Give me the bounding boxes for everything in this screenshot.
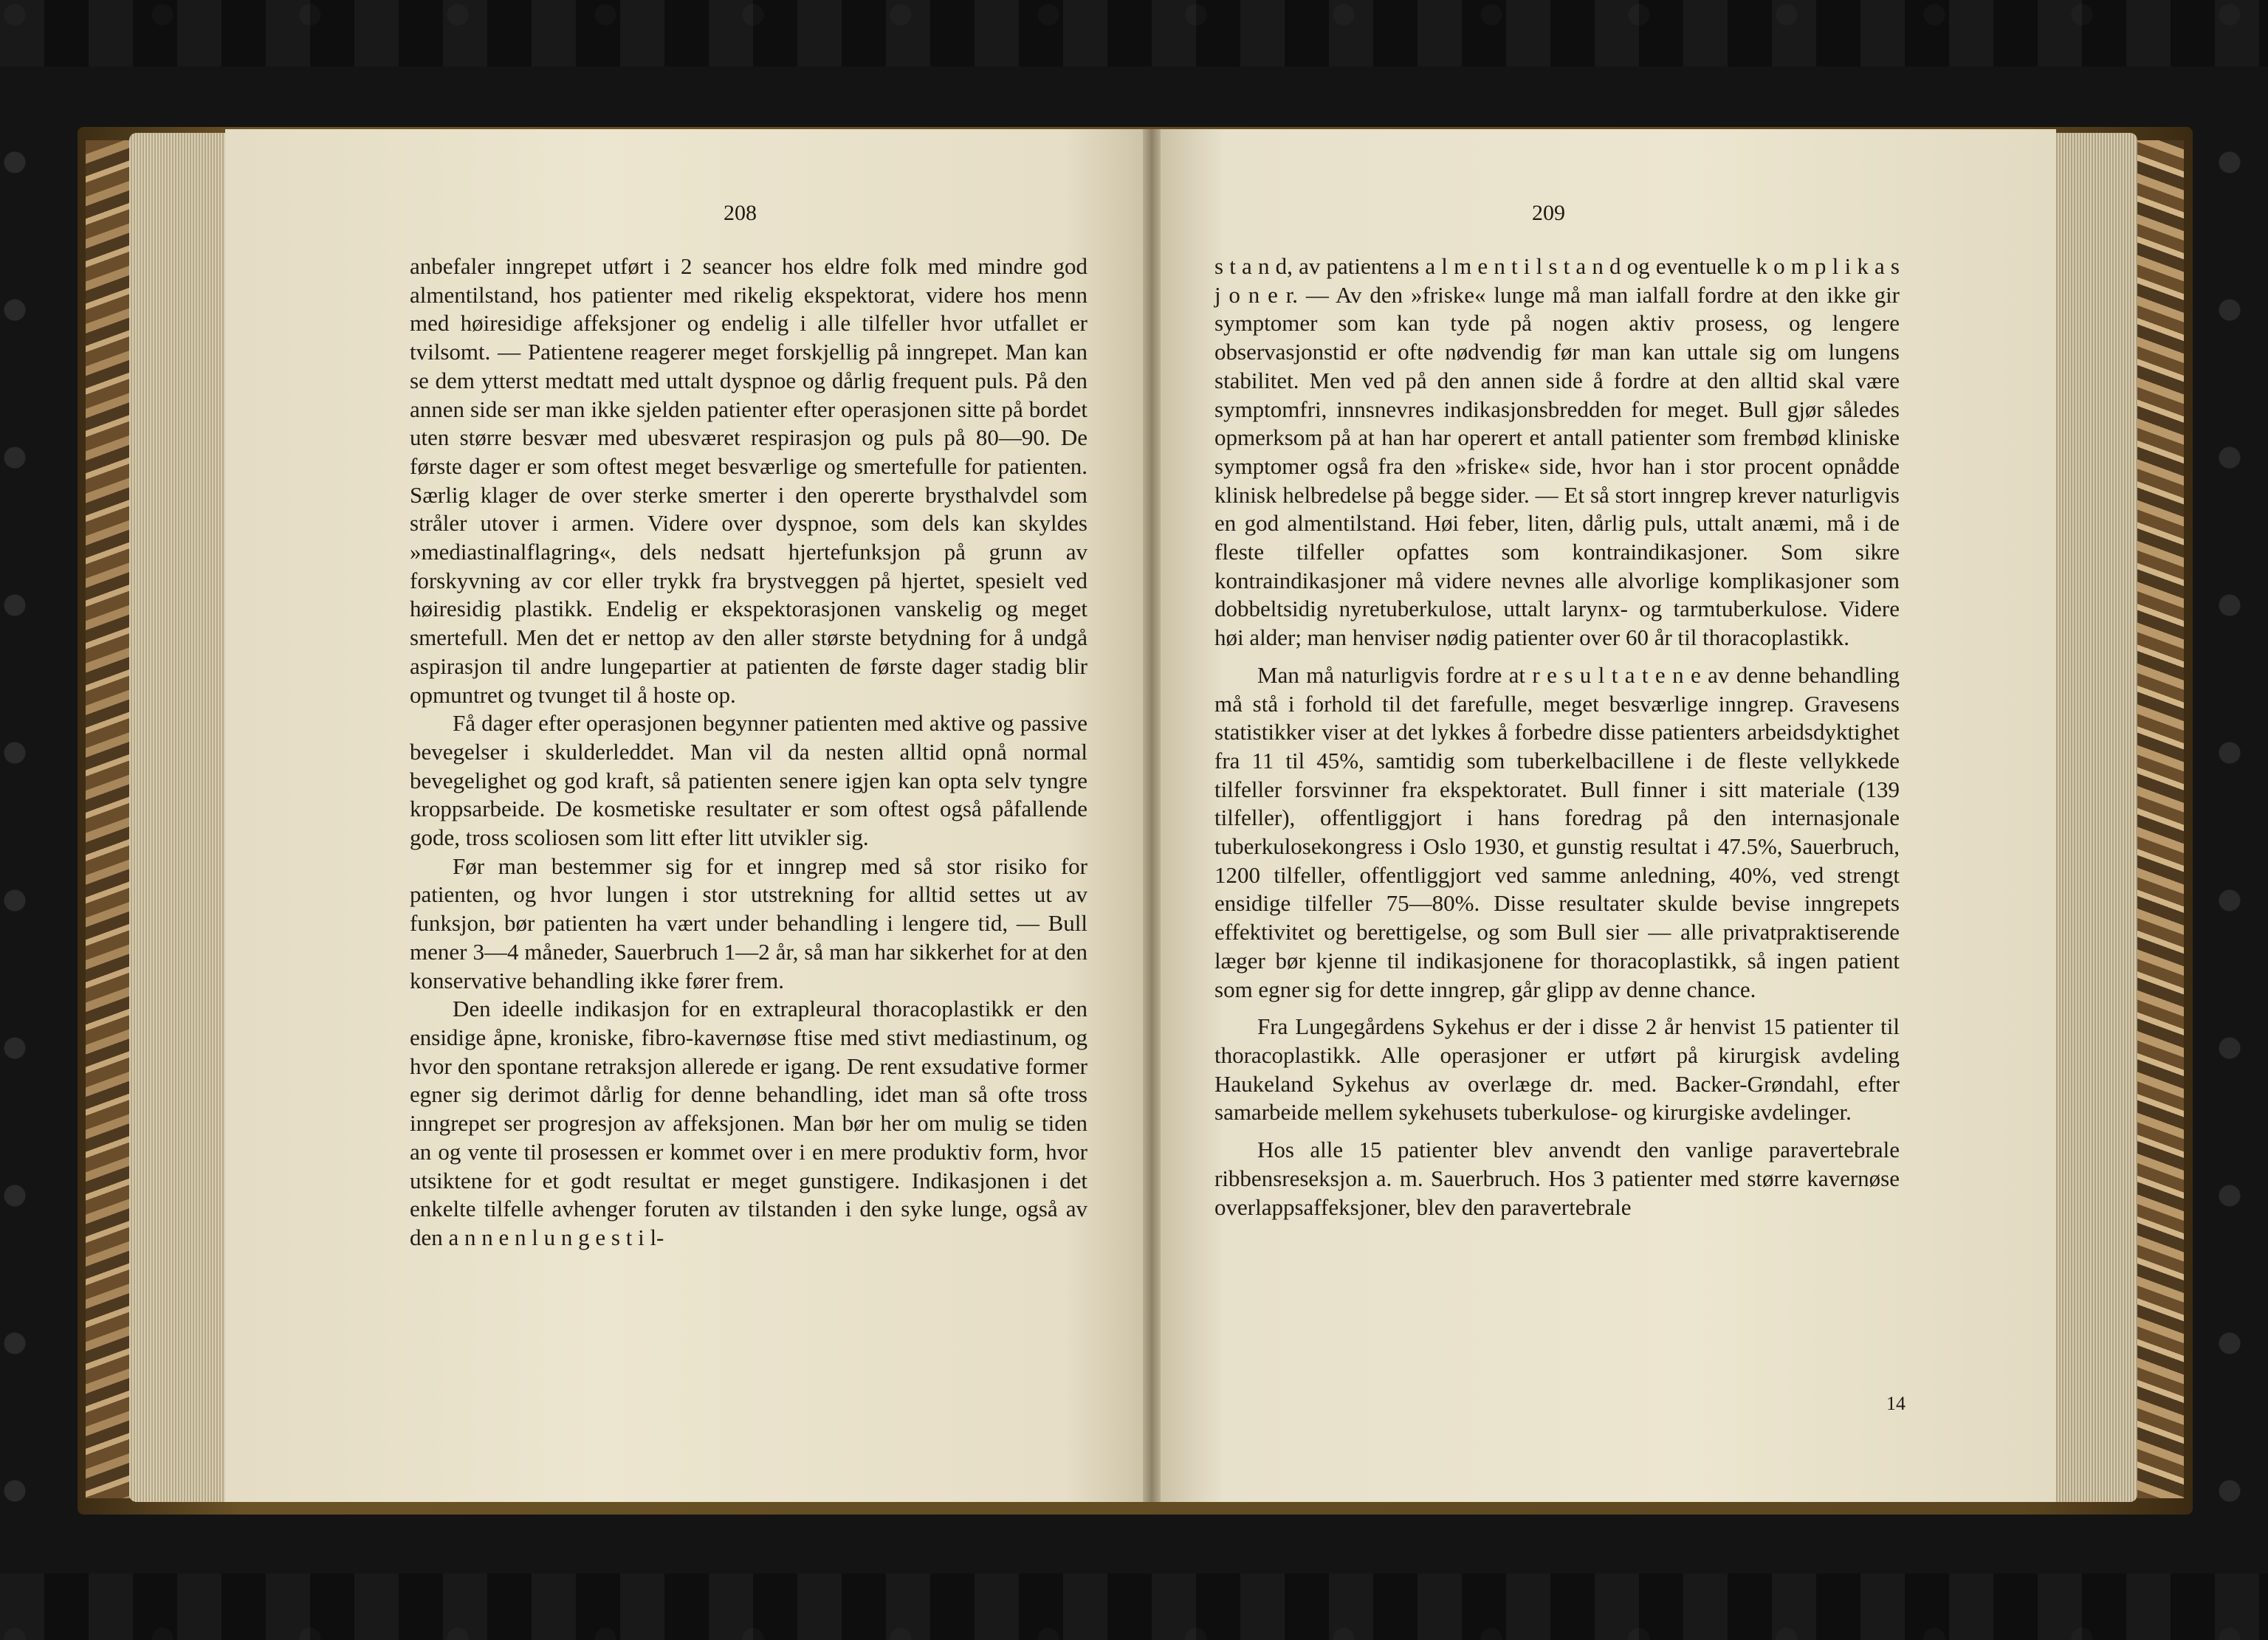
paragraph: Fra Lungegårdens Sykehus er der i disse 2 år henvist 15 patienter til thoracoplastikk. Alle operasjoner er utført på kirurgisk avdeling Haukeland Sykehus av overlæge dr. med. Backer-Grøndahl, efter samarbeide mellem sykehusets tuberkulose- og kirurgiske avdelinger. xyxy=(1214,1013,1900,1126)
right-page-text xyxy=(1214,252,1900,1222)
paragraph: Man må naturligvis fordre at r e s u l t a t e n e av denne behandling må stå i forhold til det farefulle, meget besværlige inngrep. Gravesens statistikker viser at det lykkes å forbedre disse patienters arbeidsdyktighet fra 11 til 45%, samtidig som tuberkelbacillene i de fleste vellykkede tilfeller forsvinner fra ekspektoratet. Bull finner i sitt materiale (139 tilfeller), offentliggjort i hans foredrag på den internasjonale tuberkulosekongress i Oslo 1930, et gunstig resultat i 47.5%, Sauerbruch, 1200 tilfeller, offentliggjort ved samme anledning, 40%, ved strengt ensidige tilfeller 75—80%. Disse resultater skulde bevise inngrepets effektivitet og berettigelse, og som Bull sier — alle privatpraktiserende læger bør kjenne til indikasjonene for thoracoplastikk, så ingen patient som egner sig for dette inngrep, går glipp av denne chance. xyxy=(1214,661,1900,1002)
scanner-ruler-bottom xyxy=(0,1574,2268,1640)
paragraph: Få dager efter operasjonen begynner patienten med aktive og passive bevegelser i skulderleddet. Man vil da nesten alltid opnå normal bevegelighet og god kraft, så patienten senere igjen kan opta selv tyngre kroppsarbeide. De kosmetiske resultater er som oftest også påfallende gode, tross scoliosen som litt efter litt utvikler sig. xyxy=(410,710,1087,851)
signature-mark: 14 xyxy=(1886,1393,1906,1414)
page-number-right: 209 xyxy=(1532,201,1565,225)
book-gutter xyxy=(1143,129,1161,1502)
paragraph: Den ideelle indikasjon for en extrapleural thoracoplastikk er den ensidige åpne, kroniske, fibro-kavernøse ftise med stivt mediastinum, og hvor den spontane retraksjon allerede er igang. De rent exsudative former egner sig derimot dårlig for denne behandling, idet man så ofte tross inngrepet ser progresjon av affeksjonen. Man bør her om mulig se tiden an og vente til prosessen er kommet over i en mere produktiv form, hvor utsiktene for et godt resultat er meget gunstigere. Indikasjonen i det enkelte tilfelle avhenger foruten av tilstanden i den syke lunge, også av den a n n e n l u n g e s t i l- xyxy=(410,996,1087,1250)
paragraph: s t a n d, av patientens a l m e n t i l s t a n d og eventuelle k o m p l i k a s j o n e r. — Av den »friske« lunge må man ialfall fordre at den ikke gir symptomer som kan tyde på nogen aktiv prosess, og lengere observasjonstid er ofte nødvendig før man kan uttale sig om lungens stabilitet. Men ved på den annen side å fordre at den alltid skal være symptomfri, innsnevres indikasjonsbredden for meget. Bull gjør således opmerksom på at han har operert et antall patienter som frembød kliniske symptomer også fra den »friske« side, hvor han i stor procent opnådde klinisk helbredelse på begge sider. — Et så stort inngrep krever naturligvis en god almentilstand. Høi feber, liten, dårlig puls, uttalt anæmi, må i de fleste tilfeller opfattes som kontraindikasjoner. Som sikre kontraindikasjoner må videre nevnes alle alvorlige komplikasjoner som dobbeltsidig nyretuberkulose, uttalt larynx- og tarmtuberkulose. Videre høi alder; man henviser nødig patienter over 60 år til thoracoplastikk. xyxy=(1214,253,1900,651)
paragraph-gap xyxy=(1214,652,1900,661)
paragraph-gap xyxy=(1214,1004,1900,1013)
paragraph: Hos alle 15 patienter blev anvendt den vanlige paravertebrale ribbensreseksjon a. m. Sauerbruch. Hos 3 patienter med større kavernøse overlappsaffeksjoner, blev den paravertebrale xyxy=(1214,1137,1900,1220)
scanner-ruler-top xyxy=(0,0,2268,66)
paragraph-gap xyxy=(1214,1127,1900,1136)
left-page-text xyxy=(410,252,1087,1253)
page-number-left: 208 xyxy=(724,201,757,225)
paragraph: Før man bestemmer sig for et inngrep med så stor risiko for patienten, og hvor lungen i stor utstrekning for alltid settes ut av funksjon, bør patienten ha vært under behandling i lengere tid, — Bull mener 3—4 måneder, Sauerbruch 1—2 år, så man har sikkerhet for at den konservative behandling ikke fører frem. xyxy=(410,852,1087,993)
paragraph: anbefaler inngrepet utført i 2 seancer hos eldre folk med mindre god almentilstand, hos patienter med rikelig ekspektorat, videre hos menn med høiresidige affeksjoner og endelig i alle tilfeller hvor utfallet er tvilsomt. — Patientene reagerer meget forskjellig på inngrepet. Man kan se dem ytterst medtatt med uttalt dyspnoe og dårlig frequent puls. På den annen side ser man ikke sjelden patienter efter operasjonen sitte på bordet uten større besvær med ubesværet respirasjon og puls på 80—90. De første dager er som oftest meget besværlige og smertefulle for patienten. Særlig klager de over sterke smerter i den opererte brysthalvdel som stråler utover i armen. Videre over dyspnoe, som dels kan skyldes »mediastinalflagring«, dels nedsatt hjertefunksjon på grunn av forskyvning av cor eller trykk fra brystveggen på hjertet, spesielt ved høiresidig plastikk. Endelig er ekspektorasjonen vanskelig og meget smertefull. Men det er nettop av den aller største betydning for å undgå aspirasjon til andre lungepartier at patienten de første dager stadig blir opmuntret og tvunget til å hoste op. xyxy=(410,253,1087,708)
